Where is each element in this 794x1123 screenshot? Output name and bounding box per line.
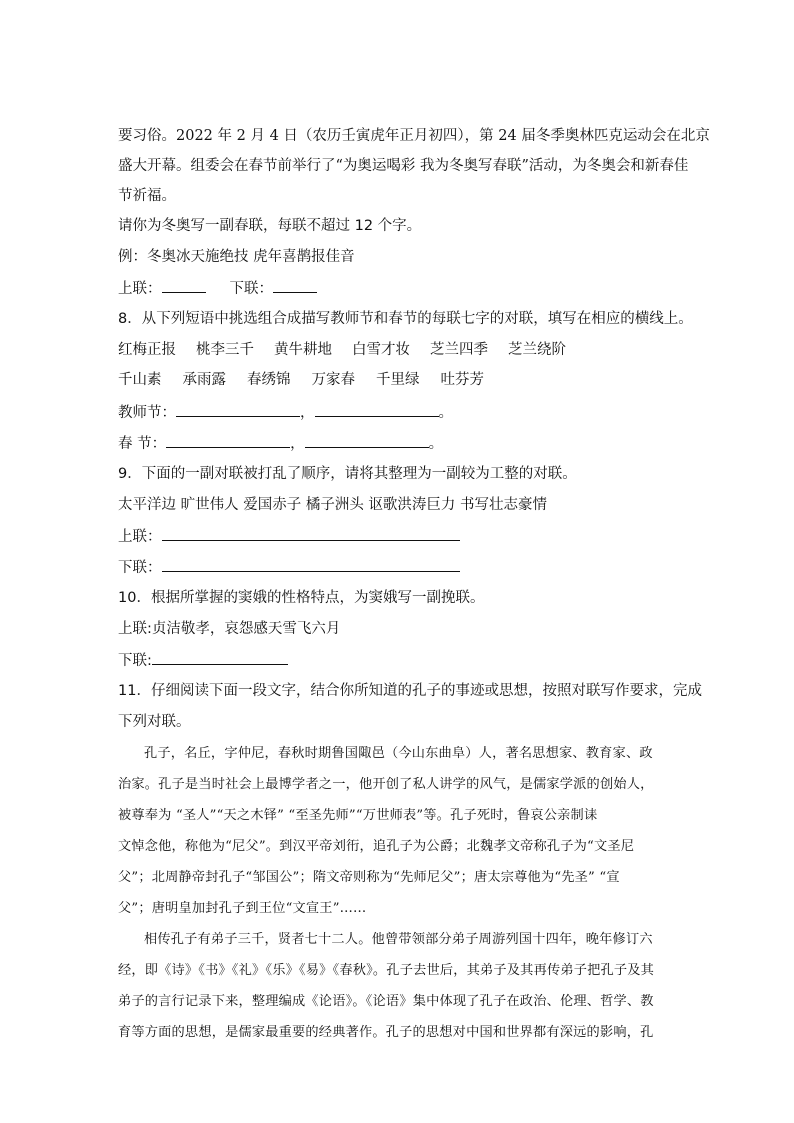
phrase: 黄牛耕地 — [274, 342, 332, 358]
passage-line: 父”；唐明皇加封孔子到王位“文宣王”…… — [118, 901, 367, 916]
intro-line-1: 要习俗。2022 年 2 月 4 日（农历壬寅虎年正月初四），第 24 届冬季奥林匹克运动会在北京 — [118, 128, 710, 144]
upper-label: 上联： — [118, 529, 162, 545]
phrase: 白雪才妆 — [352, 342, 410, 358]
q9-upper-blank[interactable] — [162, 526, 460, 541]
q9-lower-row — [118, 557, 688, 578]
upper-label: 上联： — [118, 281, 162, 297]
q11-title-line-2: 下列对联。 — [118, 714, 191, 730]
spring-festival-lower-blank[interactable] — [305, 433, 429, 448]
passage-line: 被尊奉为 “圣人”“天之木铎” “至圣先师”“万世师表”等。孔子死时，鲁哀公亲制诔 — [118, 808, 598, 823]
upper-answer-blank[interactable] — [162, 278, 206, 293]
phrase: 芝兰绕阶 — [508, 342, 566, 358]
q8-title: 8．从下列短语中挑选组合成描写教师节和春节的每联七字的对联，填写在相应的横线上。 — [118, 311, 693, 327]
teacher-day-upper-blank[interactable] — [176, 402, 300, 417]
q9-lower-blank[interactable] — [162, 557, 460, 572]
q9-phrases: 太平洋边 旷世伟人 爱国赤子 橘子洲头 讴歌洪涛巨力 书写壮志豪情 — [118, 497, 548, 513]
q8-spring-festival-row — [118, 433, 688, 454]
lower-answer-blank[interactable] — [273, 278, 317, 293]
phrase: 千山素 — [118, 372, 162, 388]
q8-teacher-day-row — [118, 402, 688, 423]
q10-lower-row — [118, 650, 688, 671]
phrase: 万家春 — [311, 372, 355, 388]
phrase: 承雨露 — [182, 372, 226, 388]
phrase: 春绣锦 — [247, 372, 291, 388]
passage-line: 治家。孔子是当时社会上最博学者之一，他开创了私人讲学的风气，是儒家学派的创始人， — [118, 777, 654, 792]
intro-answer-row — [118, 278, 688, 299]
period: 。 — [428, 436, 444, 452]
passage-line: 相传孔子有弟子三千，贤者七十二人。他曾带领部分弟子周游列国十四年，晚年修订六 — [144, 932, 653, 947]
passage-line: 经，即《诗》《书》《礼》《乐》《易》《春秋》。孔子去世后，其弟子及其再传弟子把孔子及其 — [118, 963, 655, 978]
lower-label: 下联： — [118, 560, 162, 576]
q10-upper: 上联:贞洁敬孝，哀怨感天雪飞六月 — [118, 621, 341, 637]
passage-line: 孔子，名丘，字仲尼，春秋时期鲁国陬邑（今山东曲阜）人，著名思想家、教育家、政 — [144, 746, 653, 761]
phrase: 千里绿 — [376, 372, 420, 388]
passage-line: 育等方面的思想，是儒家最重要的经典著作。孔子的思想对中国和世界都有深远的影响，孔 — [118, 1025, 654, 1040]
passage-line: 文悼念他，称他为“尼父”。到汉平帝刘衎，追孔子为公爵；北魏孝文帝称孔子为“文圣尼 — [118, 839, 635, 854]
spring-festival-upper-blank[interactable] — [166, 433, 290, 448]
period: 。 — [438, 405, 453, 421]
comma: ， — [300, 405, 315, 421]
q10-lower-blank[interactable] — [152, 650, 288, 665]
passage-line: 父”；北周静帝封孔子“邹国公”；隋文帝则称为“先师尼父”；唐太宗尊他为“先圣” “宣 — [118, 870, 620, 885]
lower-label: 下联: — [118, 653, 152, 669]
teacher-day-label: 教师节： — [118, 405, 176, 421]
phrase: 芝兰四季 — [430, 342, 488, 358]
phrase: 吐芬芳 — [440, 372, 484, 388]
passage-line: 弟子的言行记录下来，整理编成《论语》。《论语》集中体现了孔子在政治、伦理、哲学、教 — [118, 994, 654, 1009]
q11-title-line-1: 11．仔细阅读下面一段文字，结合你所知道的孔子的事迹或思想，按照对联写作要求，完成 — [118, 683, 702, 699]
q9-title: 9．下面的一副对联被打乱了顺序，请将其整理为一副较为工整的对联。 — [118, 466, 577, 482]
intro-task: 请你为冬奥写一副春联，每联不超过 12 个字。 — [118, 218, 422, 234]
lower-label: 下联： — [229, 281, 273, 297]
intro-example: 例：冬奥冰天施绝技 虎年喜鹊报佳音 — [118, 249, 355, 265]
q9-upper-row — [118, 526, 688, 547]
comma: ， — [290, 436, 305, 452]
q8-phrase-row-2 — [118, 370, 688, 390]
teacher-day-lower-blank[interactable] — [315, 402, 439, 417]
q8-phrase-row-1 — [118, 340, 688, 360]
q10-title: 10．根据所掌握的窦娥的性格特点，为窦娥写一副挽联。 — [118, 590, 485, 606]
phrase: 桃李三千 — [196, 342, 254, 358]
spring-festival-label: 春 节： — [118, 436, 167, 452]
intro-line-2: 盛大开幕。组委会在春节前举行了“为奥运喝彩 我为冬奥写春联”活动，为冬奥会和新春佳 — [118, 158, 689, 174]
intro-line-3: 节祈福。 — [118, 188, 176, 204]
phrase: 红梅正报 — [118, 342, 176, 358]
